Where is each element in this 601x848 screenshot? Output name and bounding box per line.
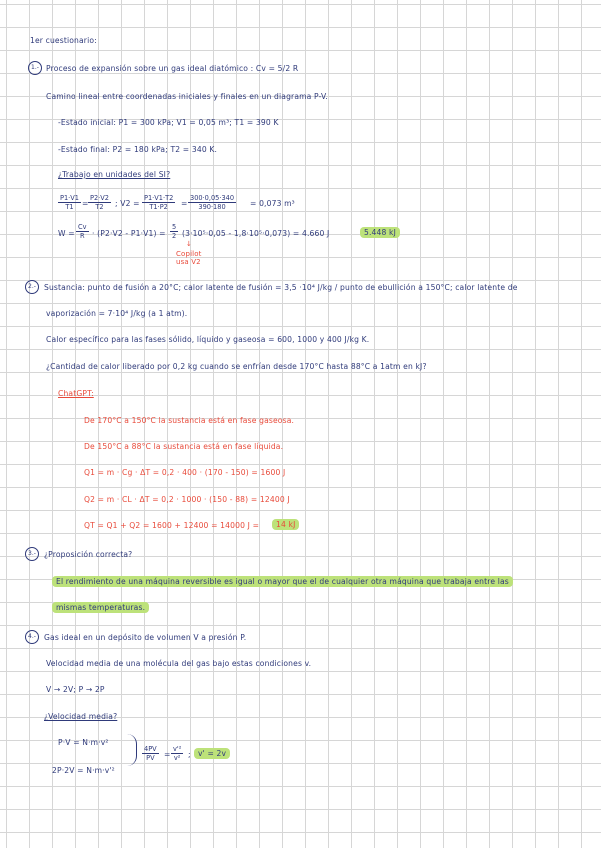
frac-numerator: P1·V1	[60, 194, 79, 202]
frac-denominator: PV	[146, 754, 155, 762]
q4-frac	[142, 745, 159, 762]
frac-denominator: T1·P2	[149, 203, 168, 211]
frac-numerator: 4PV	[144, 745, 157, 753]
equals-sign: =	[164, 750, 171, 759]
q1-note-line2: usa V2	[176, 258, 201, 266]
question-number-2: 2.-	[25, 280, 39, 294]
q4-answer-highlight: v' = 2v	[194, 748, 230, 759]
q1-answer-highlight: 5.448 kJ	[360, 227, 400, 238]
q1-statement: Proceso de expansión sobre un gas ideal diatómico : Cv = 5/2 R	[46, 64, 299, 73]
question-number-1: 1.-	[28, 61, 42, 75]
q1-initial-state: -Estado inicial: P1 = 300 kPa; V1 = 0,05 m³; T1 = 390 K	[58, 118, 279, 127]
frac-denominator: v²	[173, 754, 181, 762]
q1-eq1-frac-mid	[142, 194, 175, 211]
q4-line1: Gas ideal en un depósito de volumen V a presión P.	[44, 633, 247, 642]
frac-denominator: 2	[172, 232, 177, 240]
q1-eq1-frac-val	[188, 194, 236, 211]
q2-line3: Calor específico para las fases sólido, líquido y gaseosa = 600, 1000 y 400 J/kg K.	[46, 335, 370, 344]
q1-note-line1: Copilot	[176, 250, 202, 258]
q2-answer-line2: De 150°C a 88°C la sustancia está en fase líquida.	[84, 442, 284, 451]
question-number-3: 3.-	[25, 547, 39, 561]
q3-answer-line1: El rendimiento de una máquina reversible es igual o mayor que el de cualquier otra máquina que trabaja entre las	[52, 576, 513, 587]
q1-eq2-calc: (3·10⁵·0,05 - 1,8·10⁵·0,073) = 4.660 J	[182, 229, 330, 238]
frac-numerator: P2·V2	[90, 194, 109, 202]
q4-line2: Velocidad media de una molécula del gas bajo estas condiciones v.	[46, 659, 312, 668]
q1-final-state: -Estado final: P2 = 180 kPa; T2 = 340 K.	[58, 145, 218, 154]
q3-answer-line2: mismas temperaturas.	[52, 602, 149, 613]
page-title: 1er cuestionario:	[30, 36, 97, 45]
q1-eq2-frac	[76, 223, 89, 240]
q4-eq1: P·V = N·m·v²	[58, 738, 109, 747]
q1-eq1-frac-right	[88, 194, 111, 211]
q1-line2: Camino lineal entre coordenadas iniciales y finales en un diagrama P-V.	[46, 92, 328, 101]
q1-eq1-v2: ; V2 =	[115, 199, 140, 208]
q2-line4: ¿Cantidad de calor liberado por 0,2 kg cuando se enfrían desde 170°C hasta 88°C a 1atm en kJ?	[46, 362, 427, 371]
frac-denominator: R	[79, 232, 85, 240]
q2-line2: vaporización = 7·10⁴ J/kg (a 1 atm).	[46, 309, 188, 318]
q4-line3: V → 2V; P → 2P	[46, 685, 105, 694]
semicolon: ;	[188, 750, 191, 759]
frac-numerator: 5	[172, 223, 177, 231]
frac-numerator: v'²	[173, 745, 182, 753]
question-number-4: 4.-	[25, 630, 39, 644]
q2-answer-line3: Q1 = m · Cg · ΔT = 0,2 · 400 · (170 - 150) = 1600 J	[84, 468, 286, 477]
equals-sign: =	[181, 199, 188, 208]
q2-line1: Sustancia: punto de fusión a 20°C; calor latente de fusión = 3,5 ·10⁴ J/kg / punto de ebullición a 150°C; calor latente de	[44, 283, 518, 292]
equals-sign: =	[82, 199, 89, 208]
q2-answer-highlight: 14 kJ	[272, 519, 299, 530]
q2-answer-line4: Q2 = m · CL · ΔT = 0,2 · 1000 · (150 - 88) = 12400 J	[84, 495, 290, 504]
q2-answer-line5: QT = Q1 + Q2 = 1600 + 12400 = 14000 J =	[84, 521, 260, 530]
brace-icon	[126, 734, 137, 766]
q2-answer-line1: De 170°C a 150°C la sustancia está en fase gaseosa.	[84, 416, 295, 425]
note-arrow-icon: ↓	[186, 240, 192, 248]
frac-numerator: 300·0,05·340	[190, 194, 235, 202]
q1-eq2-rest: · (P2·V2 - P1·V1) =	[92, 229, 166, 238]
frac-denominator: 390·180	[198, 203, 226, 211]
q4-frac2	[171, 745, 183, 762]
frac-numerator: P1·V1·T2	[144, 194, 174, 202]
q3-question: ¿Proposición correcta?	[44, 550, 133, 559]
q1-eq1-frac-left	[58, 194, 81, 211]
q4-question: ¿Velocidad media?	[44, 712, 118, 721]
frac-denominator: T1	[65, 203, 74, 211]
q1-eq1-result: = 0,073 m³	[250, 199, 295, 208]
frac-numerator: Cv	[78, 223, 87, 231]
q4-eq2: 2P·2V = N·m·v'²	[52, 766, 115, 775]
frac-denominator: T2	[95, 203, 104, 211]
q1-question: ¿Trabajo en unidades del SI?	[58, 170, 171, 179]
q1-eq2-frac2	[170, 223, 178, 240]
q1-eq2-w: W =	[58, 229, 75, 238]
chatgpt-label: ChatGPT:	[58, 389, 94, 398]
